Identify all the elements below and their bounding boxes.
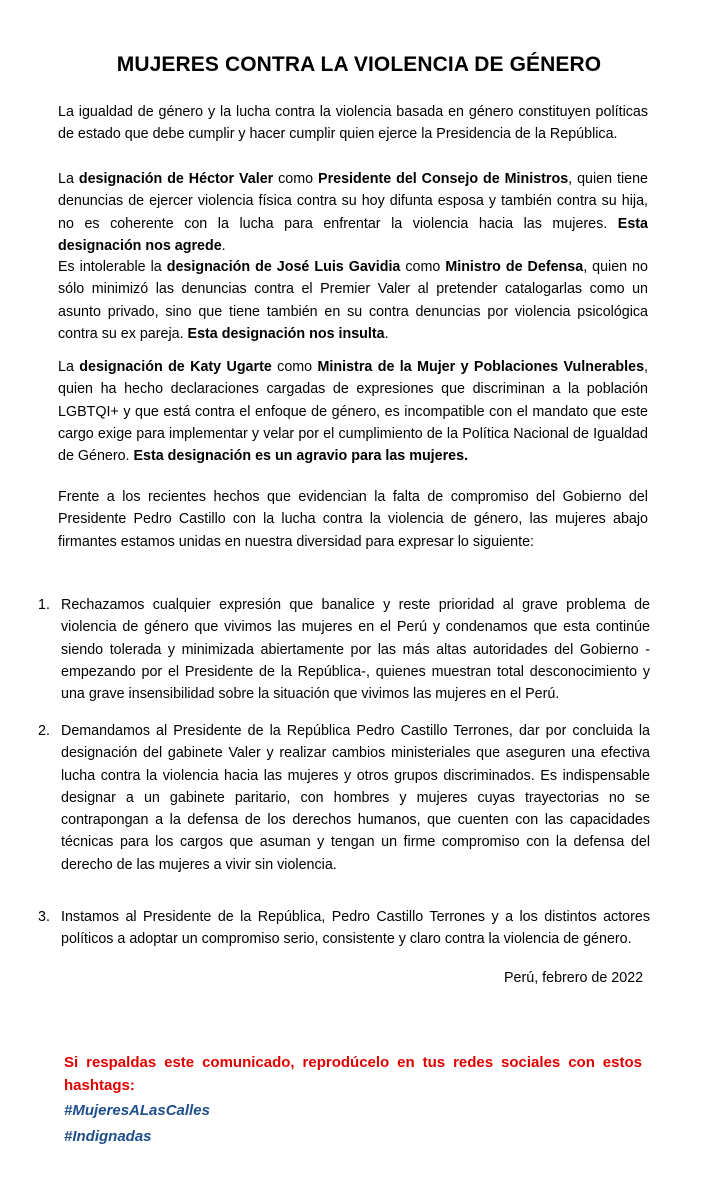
list-item [38,720,650,876]
list-item-text: Rechazamos cualquier expresión que banalice y reste prioridad al grave problema de violencia de género que vivimos las mujeres en el Perú y condenamos que esta continúe siendo tolerada y minimizada abiertamente por las más altas autoridades del Gobierno - empezando por el Presidente de la República-, quienes muestran total desconocimiento y una grave insensibilidad sobre la situación que vivimos las mujeres en el Perú. [61,597,650,703]
bold-run: Presidente del Consejo de Ministros [318,171,569,187]
hashtag: #MujeresALasCalles [64,1102,210,1119]
paragraph-gavidia [58,256,648,345]
list-item-number: 1. [38,597,50,613]
bold-run: Ministra de la Mujer y Poblaciones Vulnerables [317,359,645,375]
bold-run: Esta designación nos agrede [58,215,648,254]
bold-run: designación de Héctor Valer [78,171,274,187]
paragraph-ugarte [58,356,648,467]
paragraph-valer [58,168,648,257]
text-run: La [58,359,80,375]
paragraph-frente: Frente a los recientes hechos que evidencian la falta de compromiso del Gobierno del Presidente Pedro Castillo con la lucha contra la violencia de género, las mujeres abajo firmantes estamos unidas en nuestra diversidad para expresar lo siguiente: [58,489,648,550]
list-item-number: 3. [38,909,50,925]
text-run: como [271,359,318,375]
text-run: . [384,325,389,342]
hashtag: #Indignadas [64,1128,152,1145]
text-run: como [273,171,319,187]
text-run: . [221,237,226,254]
bold-run: designación de Katy Ugarte [79,359,272,375]
text-run: , quien ha hecho declaraciones cargadas de expresiones que discriminan a la población LGBTQI+ y que está contra el enfoque de género, es incompatible con el mandato que este cargo exige para implementar y velar por el cumplimiento de la Política Nacional de Igualdad de Género. [58,359,649,465]
text-run: como [400,259,446,275]
text-run: Es intolerable la [58,259,167,275]
document-date: Perú, febrero de 2022 [504,970,644,986]
list-item-text: Demandamos al Presidente de la República Pedro Castillo Terrones, dar por concluida la designación del gabinete Valer y realizar cambios ministeriales que aseguren una efectiva lucha contra la violencia hacia las mujeres y otros grupos discriminados. Es indispensable designar a un gabinete paritario, con hombres y mujeres cuyas trayectorias no se contrapongan a la defensa de los derechos humanos, que cuenten con las capacidades técnicas para los cargos que asuman y tengan un firme compromiso con la defensa del derecho de las mujeres a vivir sin violencia. [61,723,650,873]
bold-run: Esta designación es un agravio para las mujeres. [133,448,469,465]
paragraph-intro: La igualdad de género y la lucha contra la violencia basada en género constituyen políticas de estado que debe cumplir y hacer cumplir quien ejerce la Presidencia de la República. [58,104,648,143]
list-item [38,594,650,705]
text-run: La [58,171,79,187]
text-run: , quien no sólo minimizó las denuncias contra el Premier Valer al pretender catalogarlas como un asunto privado, sino que tiene también en su contra denuncias por violencia psicológica contra su ex pareja. [58,259,649,342]
bold-run: Ministro de Defensa [445,259,584,275]
list-item [38,906,650,951]
document-title: MUJERES CONTRA LA VIOLENCIA DE GÉNERO [116,53,602,76]
call-to-action: Si respaldas este comunicado, reprodúcelo en tus redes sociales con estos hashtags: [64,1054,642,1094]
list-item-number: 2. [38,723,50,739]
bold-run: designación de José Luis Gavidia [166,259,401,275]
list-item-text: Instamos al Presidente de la República, Pedro Castillo Terrones y a los distintos actores políticos a adoptar un compromiso serio, consistente y claro contra la violencia de género. [61,909,650,948]
text-run: , quien tiene denuncias de ejercer violencia física contra su hoy difunta esposa y también contra su hija, no es coherente con la lucha para enfrentar la violencia hacia las mujeres. [58,171,648,232]
bold-run: Esta designación nos insulta [187,325,385,342]
